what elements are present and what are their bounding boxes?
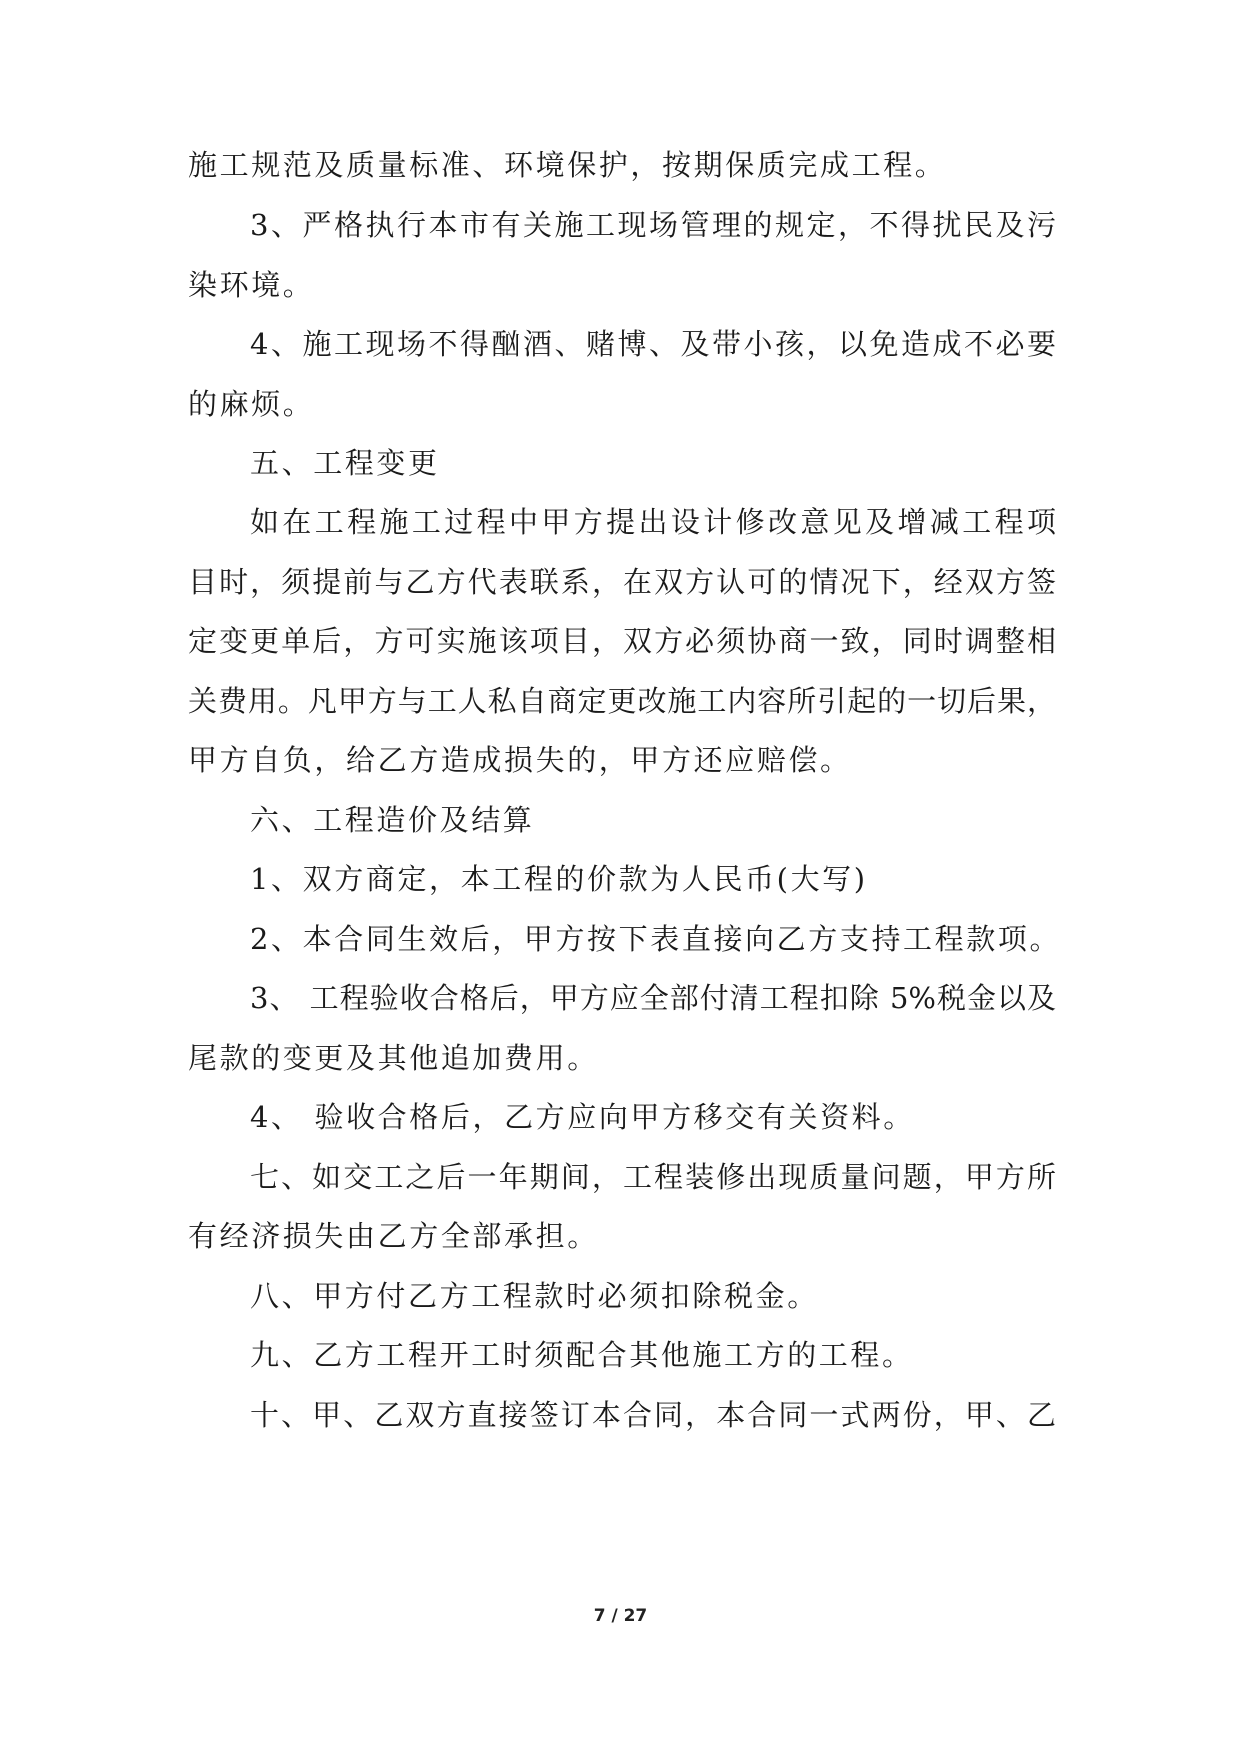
text-line: 九、乙方工程开工时须配合其他施工方的工程。 [250,1338,914,1372]
text-line: 施工规范及质量标准、环境保护，按期保质完成工程。 [188,148,947,182]
text-line: 定变更单后，方可实施该项目，双方必须协商一致，同时调整相 [188,624,1056,658]
text-line: 4、 验收合格后，乙方应向甲方移交有关资料。 [250,1100,915,1134]
text-line: 有经济损失由乙方全部承担。 [188,1219,599,1253]
text-line: 2、本合同生效后，甲方按下表直接向乙方支持工程款项。 [250,922,1062,956]
text-line: 尾款的变更及其他追加费用。 [188,1041,599,1075]
text-line: 十、甲、乙双方直接签订本合同，本合同一式两份，甲、乙 [250,1398,1056,1432]
text-line: 4、施工现场不得酗酒、赌博、及带小孩，以免造成不必要 [250,327,1056,361]
text-line: 3、 工程验收合格后，甲方应全部付清工程扣除 5%税金以及 [250,981,1056,1015]
text-line: 3、严格执行本市有关施工现场管理的规定，不得扰民及污 [250,208,1056,242]
section-heading: 六、工程造价及结算 [250,803,535,837]
text-line: 的麻烦。 [188,387,315,421]
text-line: 目时，须提前与乙方代表联系，在双方认可的情况下，经双方签 [188,565,1056,599]
page-number: 7 / 27 [593,1606,648,1626]
text-line: 关费用。凡甲方与工人私自商定更改施工内容所引起的一切后果， [188,684,1056,718]
text-line: 七、如交工之后一年期间，工程装修出现质量问题，甲方所 [250,1160,1056,1194]
section-heading: 五、工程变更 [250,446,440,480]
text-line: 1、双方商定，本工程的价款为人民币(大写) [250,862,868,896]
text-line: 八、甲方付乙方工程款时必须扣除税金。 [250,1279,819,1313]
text-line: 染环境。 [188,268,315,302]
text-line: 甲方自负，给乙方造成损失的，甲方还应赔偿。 [188,743,852,777]
text-line: 如在工程施工过程中甲方提出设计修改意见及增减工程项 [250,505,1056,539]
